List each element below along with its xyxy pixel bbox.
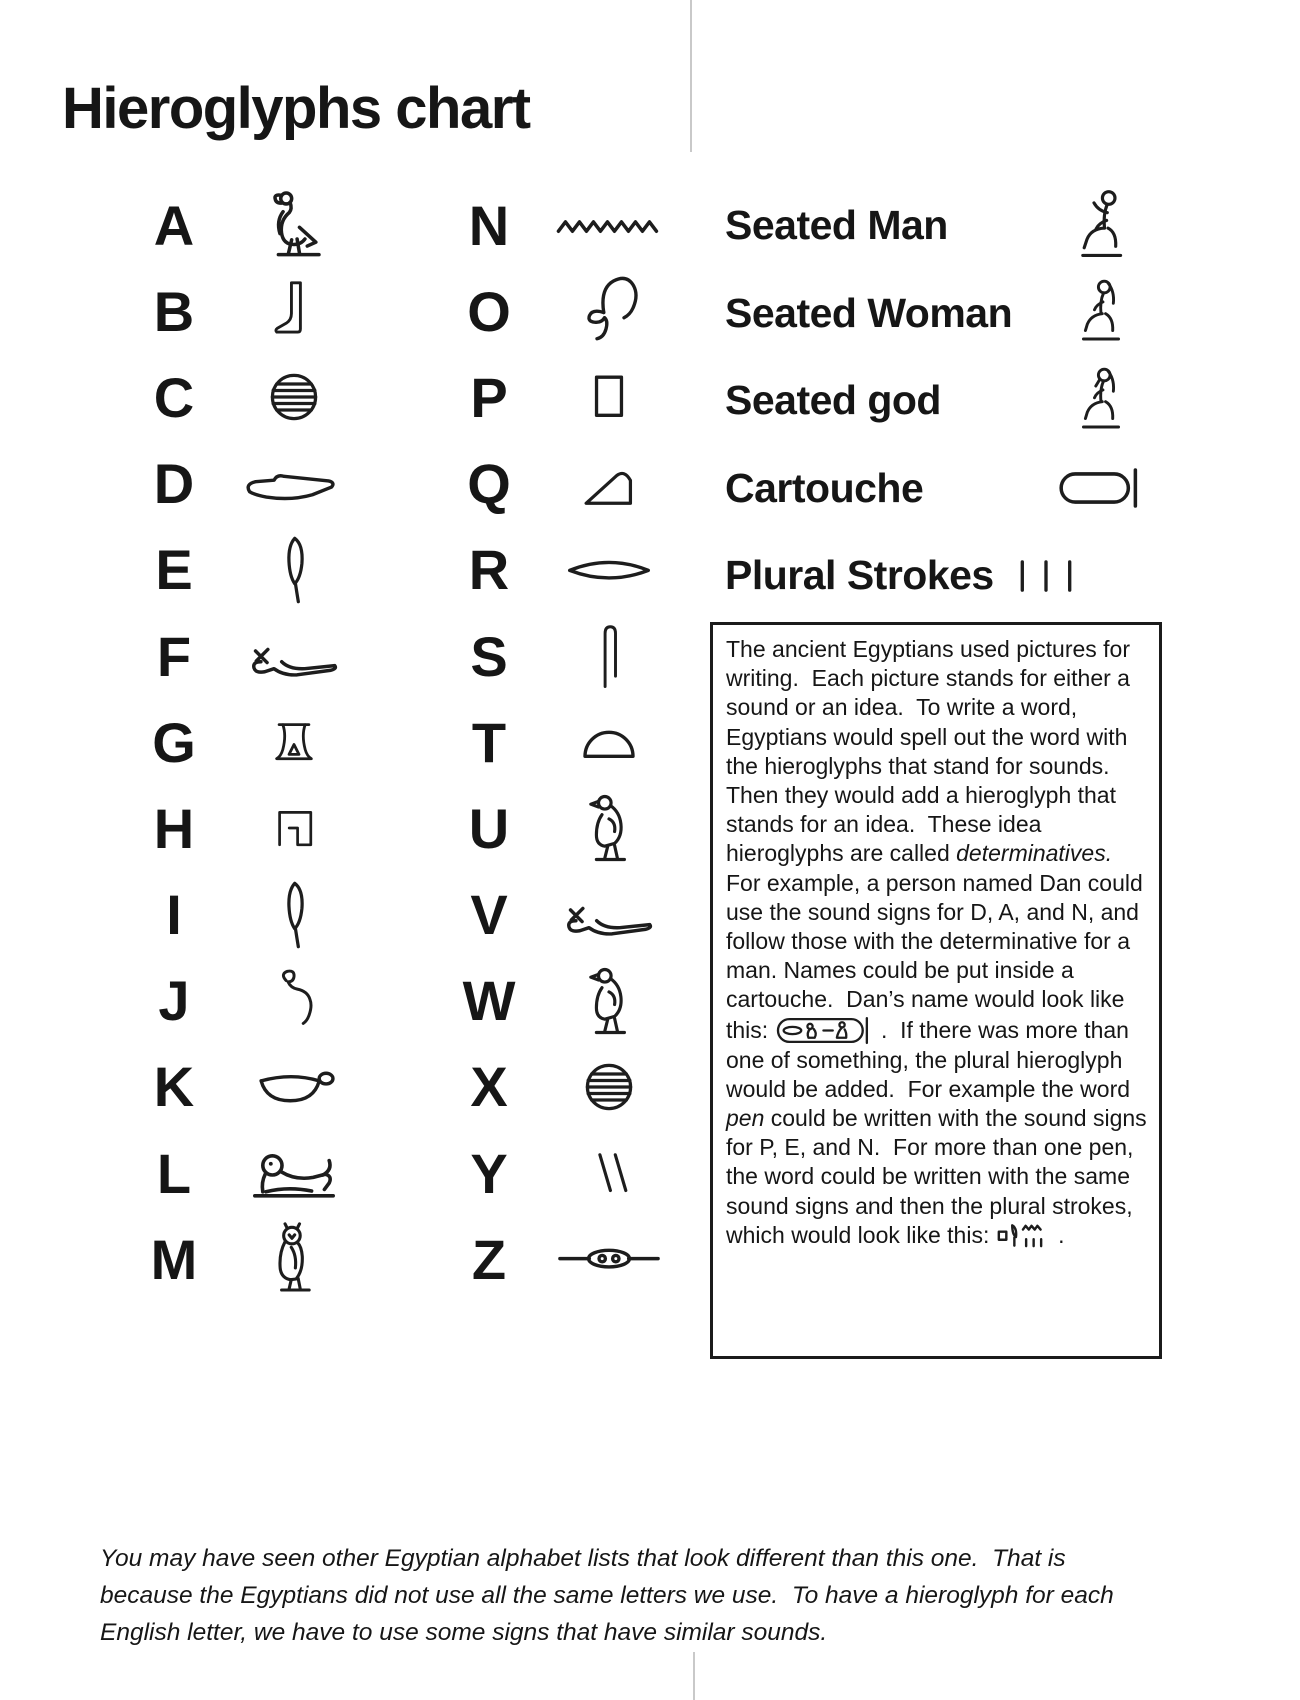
alphabet-row	[135, 699, 369, 785]
determinative-label: Cartouche	[725, 464, 924, 511]
determinative-row	[725, 182, 1157, 270]
letter-label: O	[467, 279, 511, 343]
letter-label: M	[150, 1227, 198, 1291]
explanation-text-segment: could be written with the sound signs for P, E, and N. For more than one pen, the word could be written with the same sound signs and then the plural strokes, which would look like this:	[726, 1105, 1154, 1248]
alphabet-row	[450, 872, 684, 958]
alphabet-row	[135, 354, 369, 440]
letter-label: D	[153, 452, 195, 516]
alphabet-row	[135, 785, 369, 871]
footer-note: You may have seen other Egyptian alphabet lists that look different than this one. That is because the Egyptians did not use all the same letters we use. To have a hieroglyph for each English letter, we have to use some signs that have similar sounds.	[100, 1545, 1121, 1646]
cobra-icon	[219, 958, 369, 1044]
determinative-label: Plural Strokes	[725, 552, 994, 599]
letter-label: Q	[467, 452, 511, 516]
double-strokes-icon	[534, 1130, 684, 1216]
letter-label: A	[153, 193, 195, 257]
explanation-text-segment: .	[1051, 1221, 1065, 1248]
explanation-text-segment: determinatives.	[956, 840, 1113, 867]
letter-label: I	[166, 883, 182, 947]
determinative-label: Seated Man	[725, 202, 948, 249]
alphabet-row	[135, 1130, 369, 1216]
seated-woman-icon	[1045, 273, 1157, 353]
sieve-icon	[534, 1044, 684, 1130]
letter-label: X	[470, 1055, 508, 1119]
alphabet-row	[135, 1216, 369, 1302]
seated-man-icon	[1045, 187, 1157, 265]
shelter-icon	[219, 785, 369, 871]
letter-label: J	[158, 969, 190, 1033]
seated-god-icon	[1045, 361, 1157, 441]
explanation-text-segment: For example, a person named Dan could use the sound signs for D, A, and N, and follow those with the determinative for a man. Names could be put inside a cartouche. Dan’s name would look like this:	[726, 840, 1150, 1043]
horned-viper-icon	[534, 872, 684, 958]
letter-label: Z	[471, 1227, 507, 1291]
letter-label: U	[468, 796, 510, 860]
quail-chick-icon	[534, 958, 684, 1044]
alphabet-row	[450, 1044, 684, 1130]
determinative-row	[725, 357, 1157, 445]
folded-cloth-icon	[534, 613, 684, 699]
determinative-row	[725, 270, 1157, 358]
alphabet-row	[450, 699, 684, 785]
explanation-text-box	[710, 622, 1162, 1359]
alphabet-row	[450, 1130, 684, 1216]
alphabet-row	[450, 527, 684, 613]
determinative-row	[725, 532, 1157, 620]
foot-icon	[219, 268, 369, 354]
quail-chick-icon	[534, 785, 684, 871]
scan-artifact-line	[690, 0, 692, 152]
alphabet-row	[450, 1216, 684, 1302]
reed-leaf-icon	[219, 527, 369, 613]
alphabet-row	[135, 872, 369, 958]
explanation-text-segment: . If there was more than one of something, the plural hieroglyph would be added. For example the word	[726, 1016, 1137, 1102]
reed-leaf-icon	[219, 872, 369, 958]
alphabet-row	[450, 441, 684, 527]
alphabet-row	[135, 268, 369, 354]
explanation-text-segment: The ancient Egyptians used pictures for writing. Each picture stands for either a sound or an idea. To write a word, Egyptians would spell out the word with the hieroglyphs that stand for sounds. Then they would add a hieroglyph that stands for an idea. These idea hieroglyphs are called	[726, 636, 1137, 867]
plural-example-icon	[996, 1221, 1052, 1251]
determinative-label: Seated god	[725, 377, 941, 424]
alphabet-row	[450, 268, 684, 354]
door-bolt-icon	[534, 1216, 684, 1302]
letter-label: E	[155, 538, 193, 602]
owl-icon	[219, 1216, 369, 1302]
plural-strokes-icon	[1008, 556, 1084, 596]
cartouche-dan-icon	[775, 1015, 875, 1046]
letter-label: R	[468, 538, 510, 602]
letter-label: N	[468, 193, 510, 257]
hand-icon	[219, 441, 369, 527]
alphabet-row	[450, 354, 684, 440]
alphabet-row	[450, 958, 684, 1044]
lion-icon	[219, 1130, 369, 1216]
letter-label: C	[153, 365, 195, 429]
sieve-icon	[219, 354, 369, 440]
alphabet-row	[135, 958, 369, 1044]
explanation-text	[726, 635, 1154, 1251]
horned-viper-icon	[219, 613, 369, 699]
letter-label: W	[462, 969, 516, 1033]
alphabet-column-n-z	[450, 182, 684, 1302]
bread-loaf-icon	[534, 699, 684, 785]
lasso-icon	[534, 268, 684, 354]
water-ripple-icon	[534, 182, 684, 268]
letter-label: H	[153, 796, 195, 860]
mouth-icon	[534, 527, 684, 613]
basket-icon	[219, 1044, 369, 1130]
page-title: Hieroglyphs chart	[62, 75, 530, 141]
alphabet-row	[135, 1044, 369, 1130]
letter-label: F	[156, 624, 192, 688]
alphabet-row	[135, 182, 369, 268]
letter-label: S	[470, 624, 508, 688]
vulture-icon	[219, 182, 369, 268]
alphabet-row	[135, 441, 369, 527]
hill-slope-icon	[534, 441, 684, 527]
alphabet-column-a-m	[135, 182, 369, 1302]
alphabet-row	[135, 527, 369, 613]
jar-stand-icon	[219, 699, 369, 785]
letter-label: T	[471, 710, 507, 774]
letter-label: P	[470, 365, 508, 429]
explanation-text-segment: pen	[726, 1105, 765, 1132]
stool-icon	[534, 354, 684, 440]
letter-label: G	[152, 710, 196, 774]
scan-artifact-line	[693, 1652, 695, 1700]
determinatives-column	[725, 182, 1157, 620]
letter-label: B	[153, 279, 195, 343]
letter-label: L	[156, 1141, 192, 1205]
cartouche-icon	[1045, 463, 1157, 513]
alphabet-row	[450, 613, 684, 699]
alphabet-row	[450, 182, 684, 268]
determinative-row	[725, 445, 1157, 533]
determinative-label: Seated Woman	[725, 289, 1013, 336]
alphabet-row	[135, 613, 369, 699]
alphabet-row	[450, 785, 684, 871]
letter-label: V	[470, 883, 508, 947]
letter-label: K	[153, 1055, 195, 1119]
letter-label: Y	[470, 1141, 508, 1205]
